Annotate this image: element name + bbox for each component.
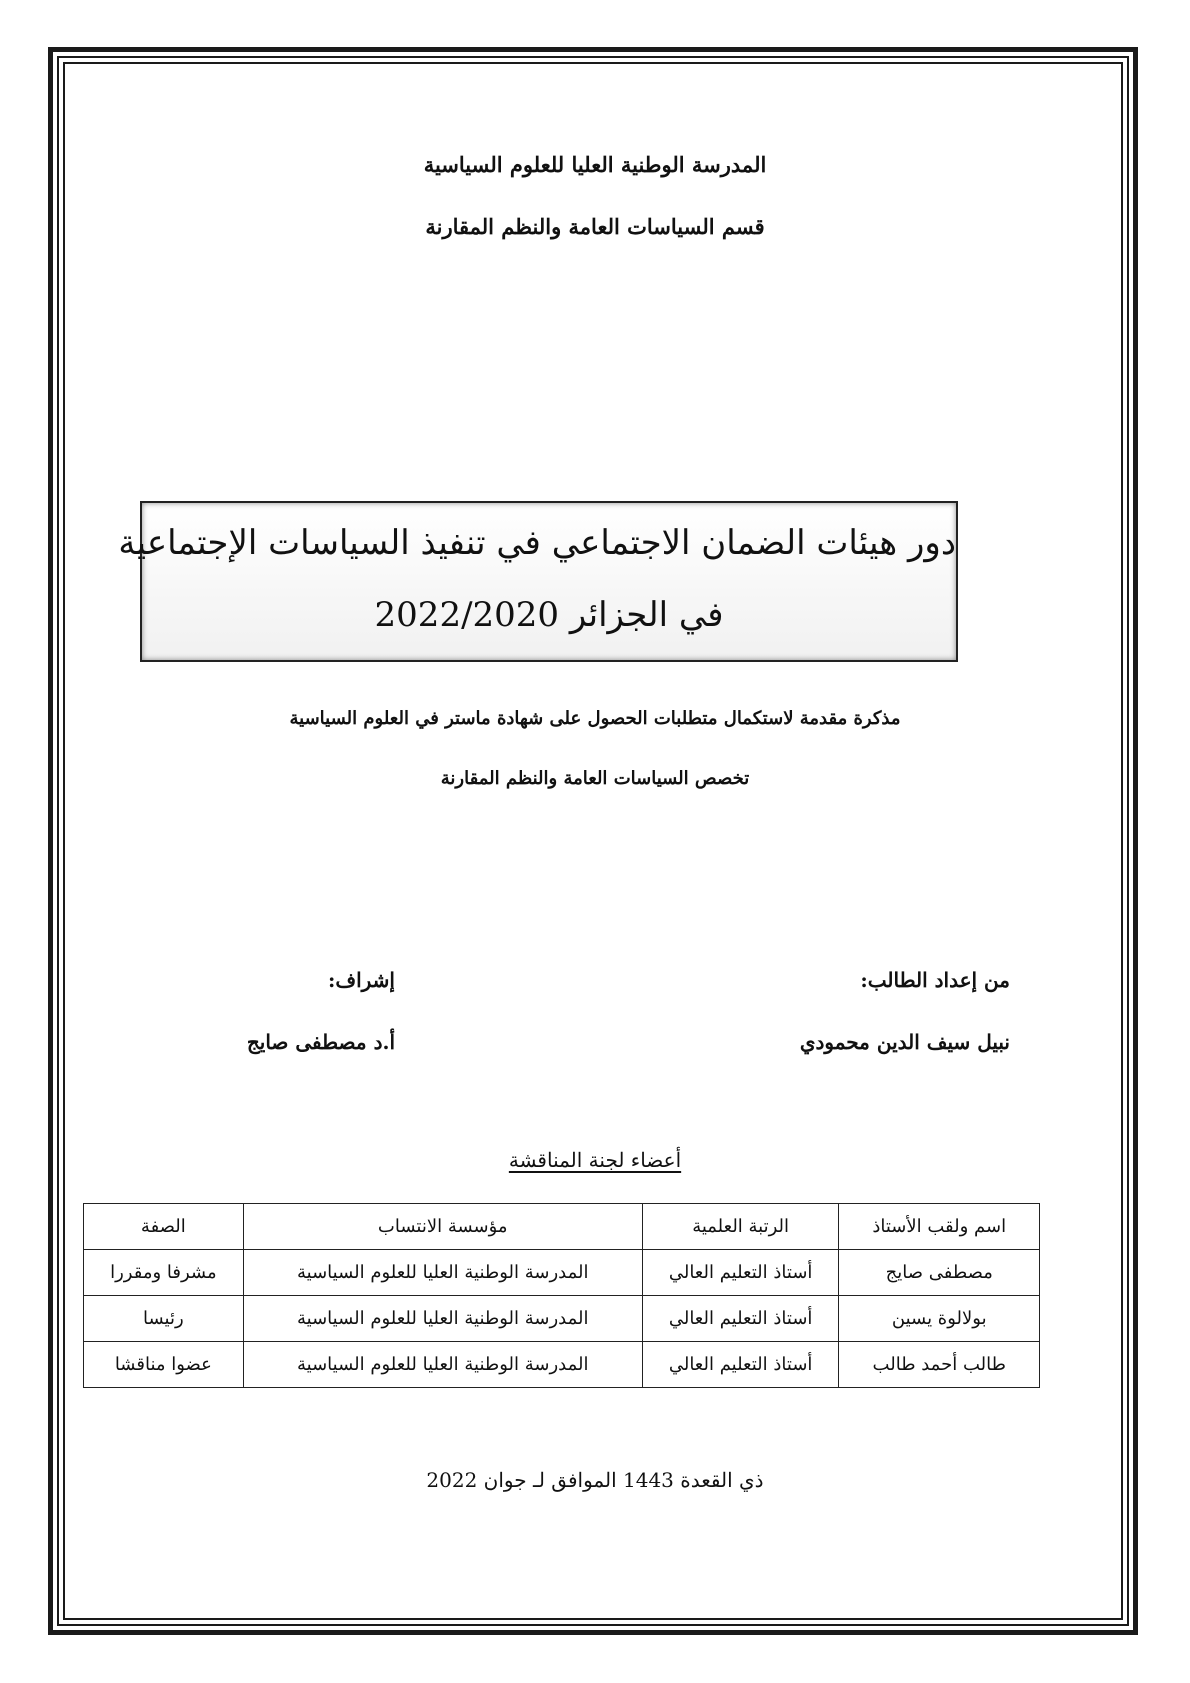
- header-role: الصفة: [84, 1204, 244, 1250]
- table-row: [84, 1342, 1040, 1388]
- cell-institution: المدرسة الوطنية العليا للعلوم السياسية: [243, 1296, 642, 1342]
- cell-rank: أستاذ التعليم العالي: [642, 1342, 839, 1388]
- table-row: [84, 1296, 1040, 1342]
- supervisor-label: إشراف:: [327, 968, 395, 992]
- cell-role: مشرفا ومقررا: [84, 1250, 244, 1296]
- supervisor-name: أ.د مصطفى صايج: [246, 1030, 395, 1054]
- table-row: [84, 1250, 1040, 1296]
- school-name: المدرسة الوطنية العليا للعلوم السياسية: [423, 152, 767, 177]
- cell-rank: أستاذ التعليم العالي: [642, 1296, 839, 1342]
- cell-institution: المدرسة الوطنية العليا للعلوم السياسية: [243, 1250, 642, 1296]
- header-institution: مؤسسة الانتساب: [243, 1204, 642, 1250]
- cell-name: مصطفى صايج: [839, 1250, 1040, 1296]
- student-name: نبيل سيف الدين محمودي: [799, 1030, 1010, 1054]
- cell-name: بولالوة يسين: [839, 1296, 1040, 1342]
- committee-table: [83, 1203, 1040, 1388]
- header-rank: الرتبة العلمية: [642, 1204, 839, 1250]
- cell-institution: المدرسة الوطنية العليا للعلوم السياسية: [243, 1342, 642, 1388]
- thesis-title-box: [118, 501, 958, 662]
- student-label: من إعداد الطالب:: [860, 968, 1010, 992]
- cell-role: عضوا مناقشا: [84, 1342, 244, 1388]
- thesis-title-line2: في الجزائر 2022/2020: [374, 595, 724, 635]
- cell-name: طالب أحمد طالب: [839, 1342, 1040, 1388]
- defense-date: ذي القعدة 1443 الموافق لـ جوان 2022: [426, 1468, 764, 1492]
- thesis-title-line1: دور هيئات الضمان الاجتماعي في تنفيذ السياسات الإجتماعية: [118, 523, 956, 563]
- specialization: تخصص السياسات العامة والنظم المقارنة: [440, 768, 750, 789]
- header-name: اسم ولقب الأستاذ: [839, 1204, 1040, 1250]
- department-name: قسم السياسات العامة والنظم المقارنة: [425, 214, 765, 239]
- cell-rank: أستاذ التعليم العالي: [642, 1250, 839, 1296]
- table-header-row: [84, 1204, 1040, 1250]
- committee-title: [0, 1148, 1190, 1172]
- thesis-purpose: مذكرة مقدمة لاستكمال متطلبات الحصول على شهادة ماستر في العلوم السياسية: [289, 708, 901, 729]
- committee-title-text: أعضاء لجنة المناقشة: [508, 1148, 682, 1172]
- cell-role: رئيسا: [84, 1296, 244, 1342]
